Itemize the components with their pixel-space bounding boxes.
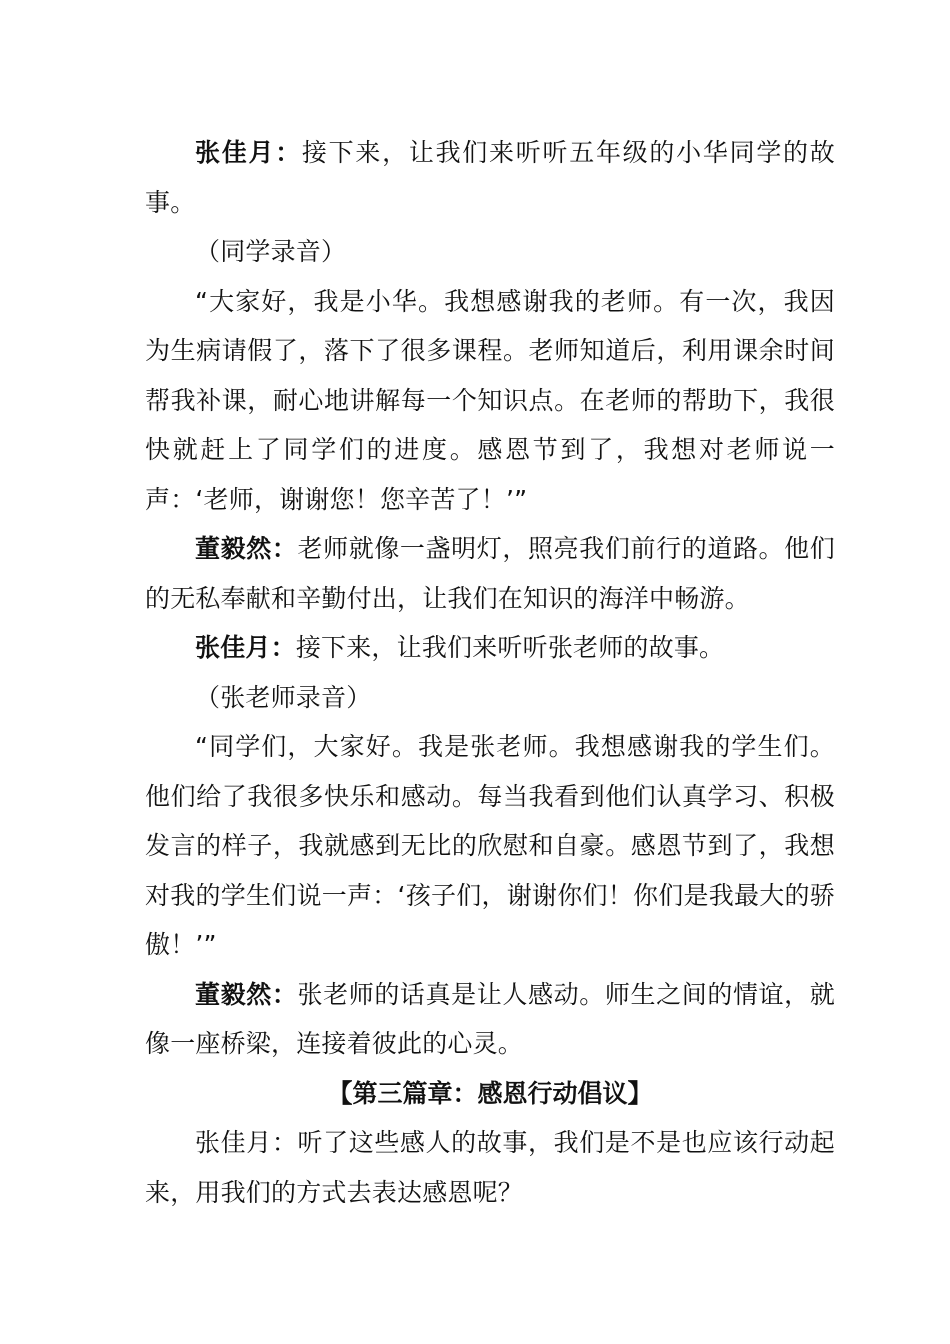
closing-paragraph: 张佳月：听了这些感人的故事，我们是不是也应该行动起来，用我们的方式去表达感恩呢？ — [145, 1128, 835, 1207]
speaker-label: 董毅然： — [195, 979, 298, 1009]
paragraph-text: 接下来，让我们来听听张老师的故事。 — [295, 633, 725, 662]
paragraph-7 — [145, 722, 835, 970]
speaker-label: 张佳月： — [195, 138, 302, 167]
paragraph-2 — [145, 227, 835, 277]
paragraph-5 — [145, 623, 835, 673]
paragraph-text: 老师就像一盏明灯，照亮我们前行的道路。他们的无私奉献和辛勤付出，让我们在知识的海洋中畅游。 — [145, 534, 835, 613]
paragraph-text: 张老师的话真是让人感动。师生之间的情谊，就像一座桥梁，连接着彼此的心灵。 — [145, 979, 835, 1058]
paragraph-1 — [145, 128, 835, 227]
paragraph-text: “大家好，我是小华。我想感谢我的老师。有一次，我因为生病请假了，落下了很多课程。老师知道后，利用课余时间帮我补课，耐心地讲解每一个知识点。在老师的帮助下，我很快就赶上了同学们的进度。感恩节到了，我想对老师说一声：‘老师，谢谢您！您辛苦了！’” — [145, 286, 835, 514]
chapter-heading: 【第三篇章：感恩行动倡议】 — [327, 1078, 653, 1108]
paragraph-6 — [145, 673, 835, 723]
paragraph-3 — [145, 277, 835, 525]
document-page — [145, 128, 835, 1217]
paragraph-text: 接下来，让我们来听听五年级的小华同学的故事。 — [145, 138, 835, 217]
paragraph-text: “同学们，大家好。我是张老师。我想感谢我的学生们。他们给了我很多快乐和感动。每当我看到他们认真学习、积极发言的样子，我就感到无比的欣慰和自豪。感恩节到了，我想对我的学生们说一声：‘孩子们，谢谢你们！你们是我最大的骄傲！’” — [145, 732, 835, 959]
paragraph-4 — [145, 524, 835, 623]
speaker-label: 张佳月： — [195, 633, 296, 662]
paragraph-text: （同学录音） — [195, 237, 347, 266]
paragraph-8 — [145, 970, 835, 1069]
paragraph-text: （张老师录音） — [195, 682, 372, 712]
speaker-label: 董毅然： — [195, 534, 298, 563]
